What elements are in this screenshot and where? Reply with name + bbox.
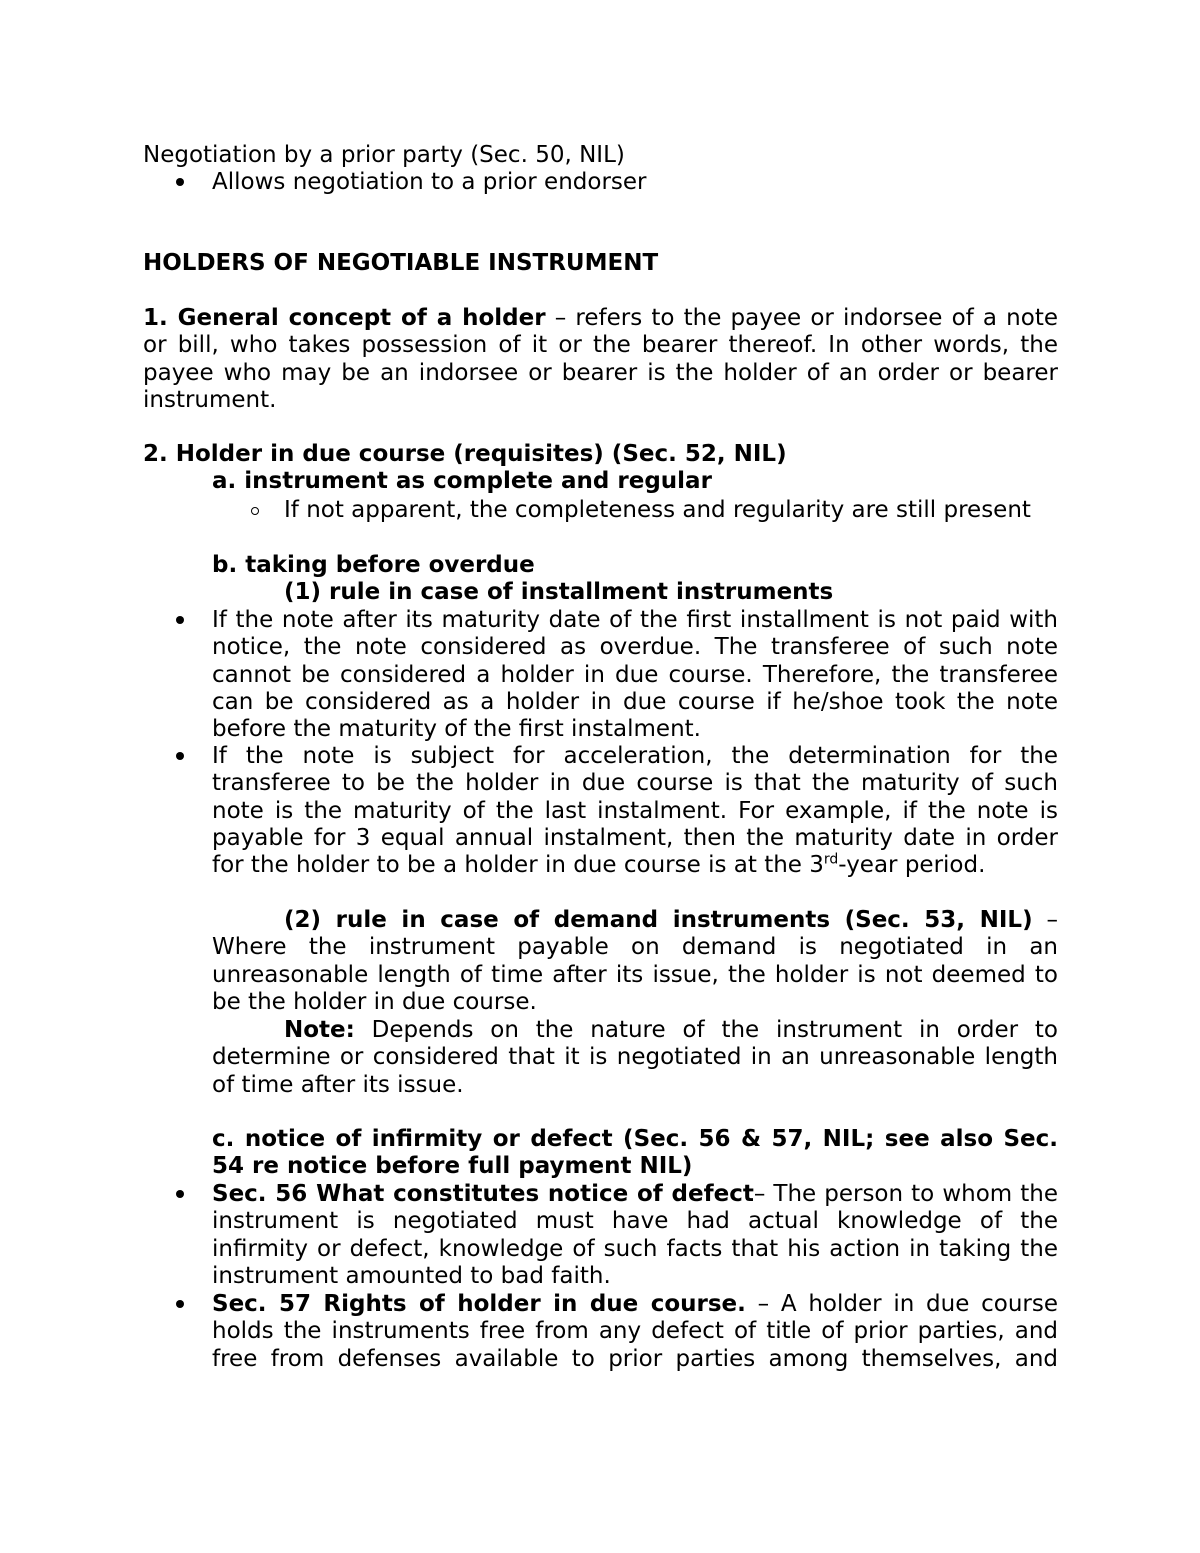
ordinal-suffix: rd [823,851,839,868]
bullet-icon [176,1300,184,1308]
installment-bullet-2-end: -year period. [838,852,986,879]
installment-bullet-2 [212,743,1058,879]
bullet-icon [176,752,184,760]
bullet-icon [176,1190,184,1198]
sec-57-text: – A holder in due course holds the instruments free from any defect of title of prior parties, and free from defenses available to prior parties among themselves, and [212,1291,1059,1372]
installment-bullet-1: If the note after its maturity date of the first installment is not paid with notice, the note considered as overdue. The transferee of such note cannot be considered a holder in due course. Therefore, the transferee can be considered as a holder in due course if he/shoe took the note before the maturity of the first instalment. [212,607,1058,743]
general-concept-label: 1. General concept of a holder [143,305,546,331]
sec-57-paragraph [212,1291,1058,1373]
note-label: Note: [284,1017,355,1043]
sec-56-text: – The person to whom the instrument is negotiated must have had actual knowledge of the infirmity or defect, knowledge of such facts that his action in taking the instrument amounted to bad faith. [212,1181,1058,1289]
holder-in-due-course-title: 2. Holder in due course (requisites) (Sec. 52, NIL) [143,441,787,467]
demand-rule-paragraph [212,907,1058,1016]
note-text: Depends on the nature of the instrument in order to determine or considered that it is negotiated in an unreasonable length of time after its issue. [212,1017,1058,1098]
installment-bullet-2-text: If the note is subject for acceleration, the determination for the transferee to be the holder in due course is that the maturity of such note is the maturity of the last instalment. For example, if the note is payable for 3 equal annual instalment, then the maturity date in order for the holder to be a holder in due course is at the 3 [212,743,1058,879]
requisite-c-title: c. notice of infirmity or defect (Sec. 56 & 57, NIL; see also Sec. 54 re notice before full payment NIL) [212,1126,1058,1180]
intro-bullet: Allows negotiation to a prior endorser [212,169,647,195]
note-paragraph [212,1017,1058,1099]
requisite-a-sub: If not apparent, the completeness and regularity are still present [284,497,1031,523]
bullet-icon [176,178,184,186]
general-concept-text: – refers to the payee or indorsee of a note or bill, who takes possession of it or the bearer thereof. In other words, the payee who may be an indorsee or bearer is the holder of an order or bearer instrument. [143,305,1058,413]
intro-heading: Negotiation by a prior party (Sec. 50, NIL) [143,142,625,168]
bullet-icon [176,616,184,624]
demand-rule-title: (2) rule in case of demand instruments (Sec. 53, NIL) [284,907,1033,933]
sec-57-label: Sec. 57 Rights of holder in due course. [212,1291,746,1317]
sec-56-label: Sec. 56 What constitutes notice of defect [212,1181,754,1207]
circle-bullet-icon [251,507,259,515]
rule-installment-title: (1) rule in case of installment instruments [284,579,834,605]
requisite-b-title: b. taking before overdue [212,552,535,578]
sec-56-paragraph [212,1181,1058,1290]
demand-rule-text: – Where the instrument payable on demand is negotiated in an unreasonable length of time after its issue, the holder is not deemed to be the holder in due course. [212,907,1058,1015]
general-concept-paragraph [143,305,1058,414]
section-title: HOLDERS OF NEGOTIABLE INSTRUMENT [143,250,659,276]
requisite-a-title: a. instrument as complete and regular [212,468,712,494]
